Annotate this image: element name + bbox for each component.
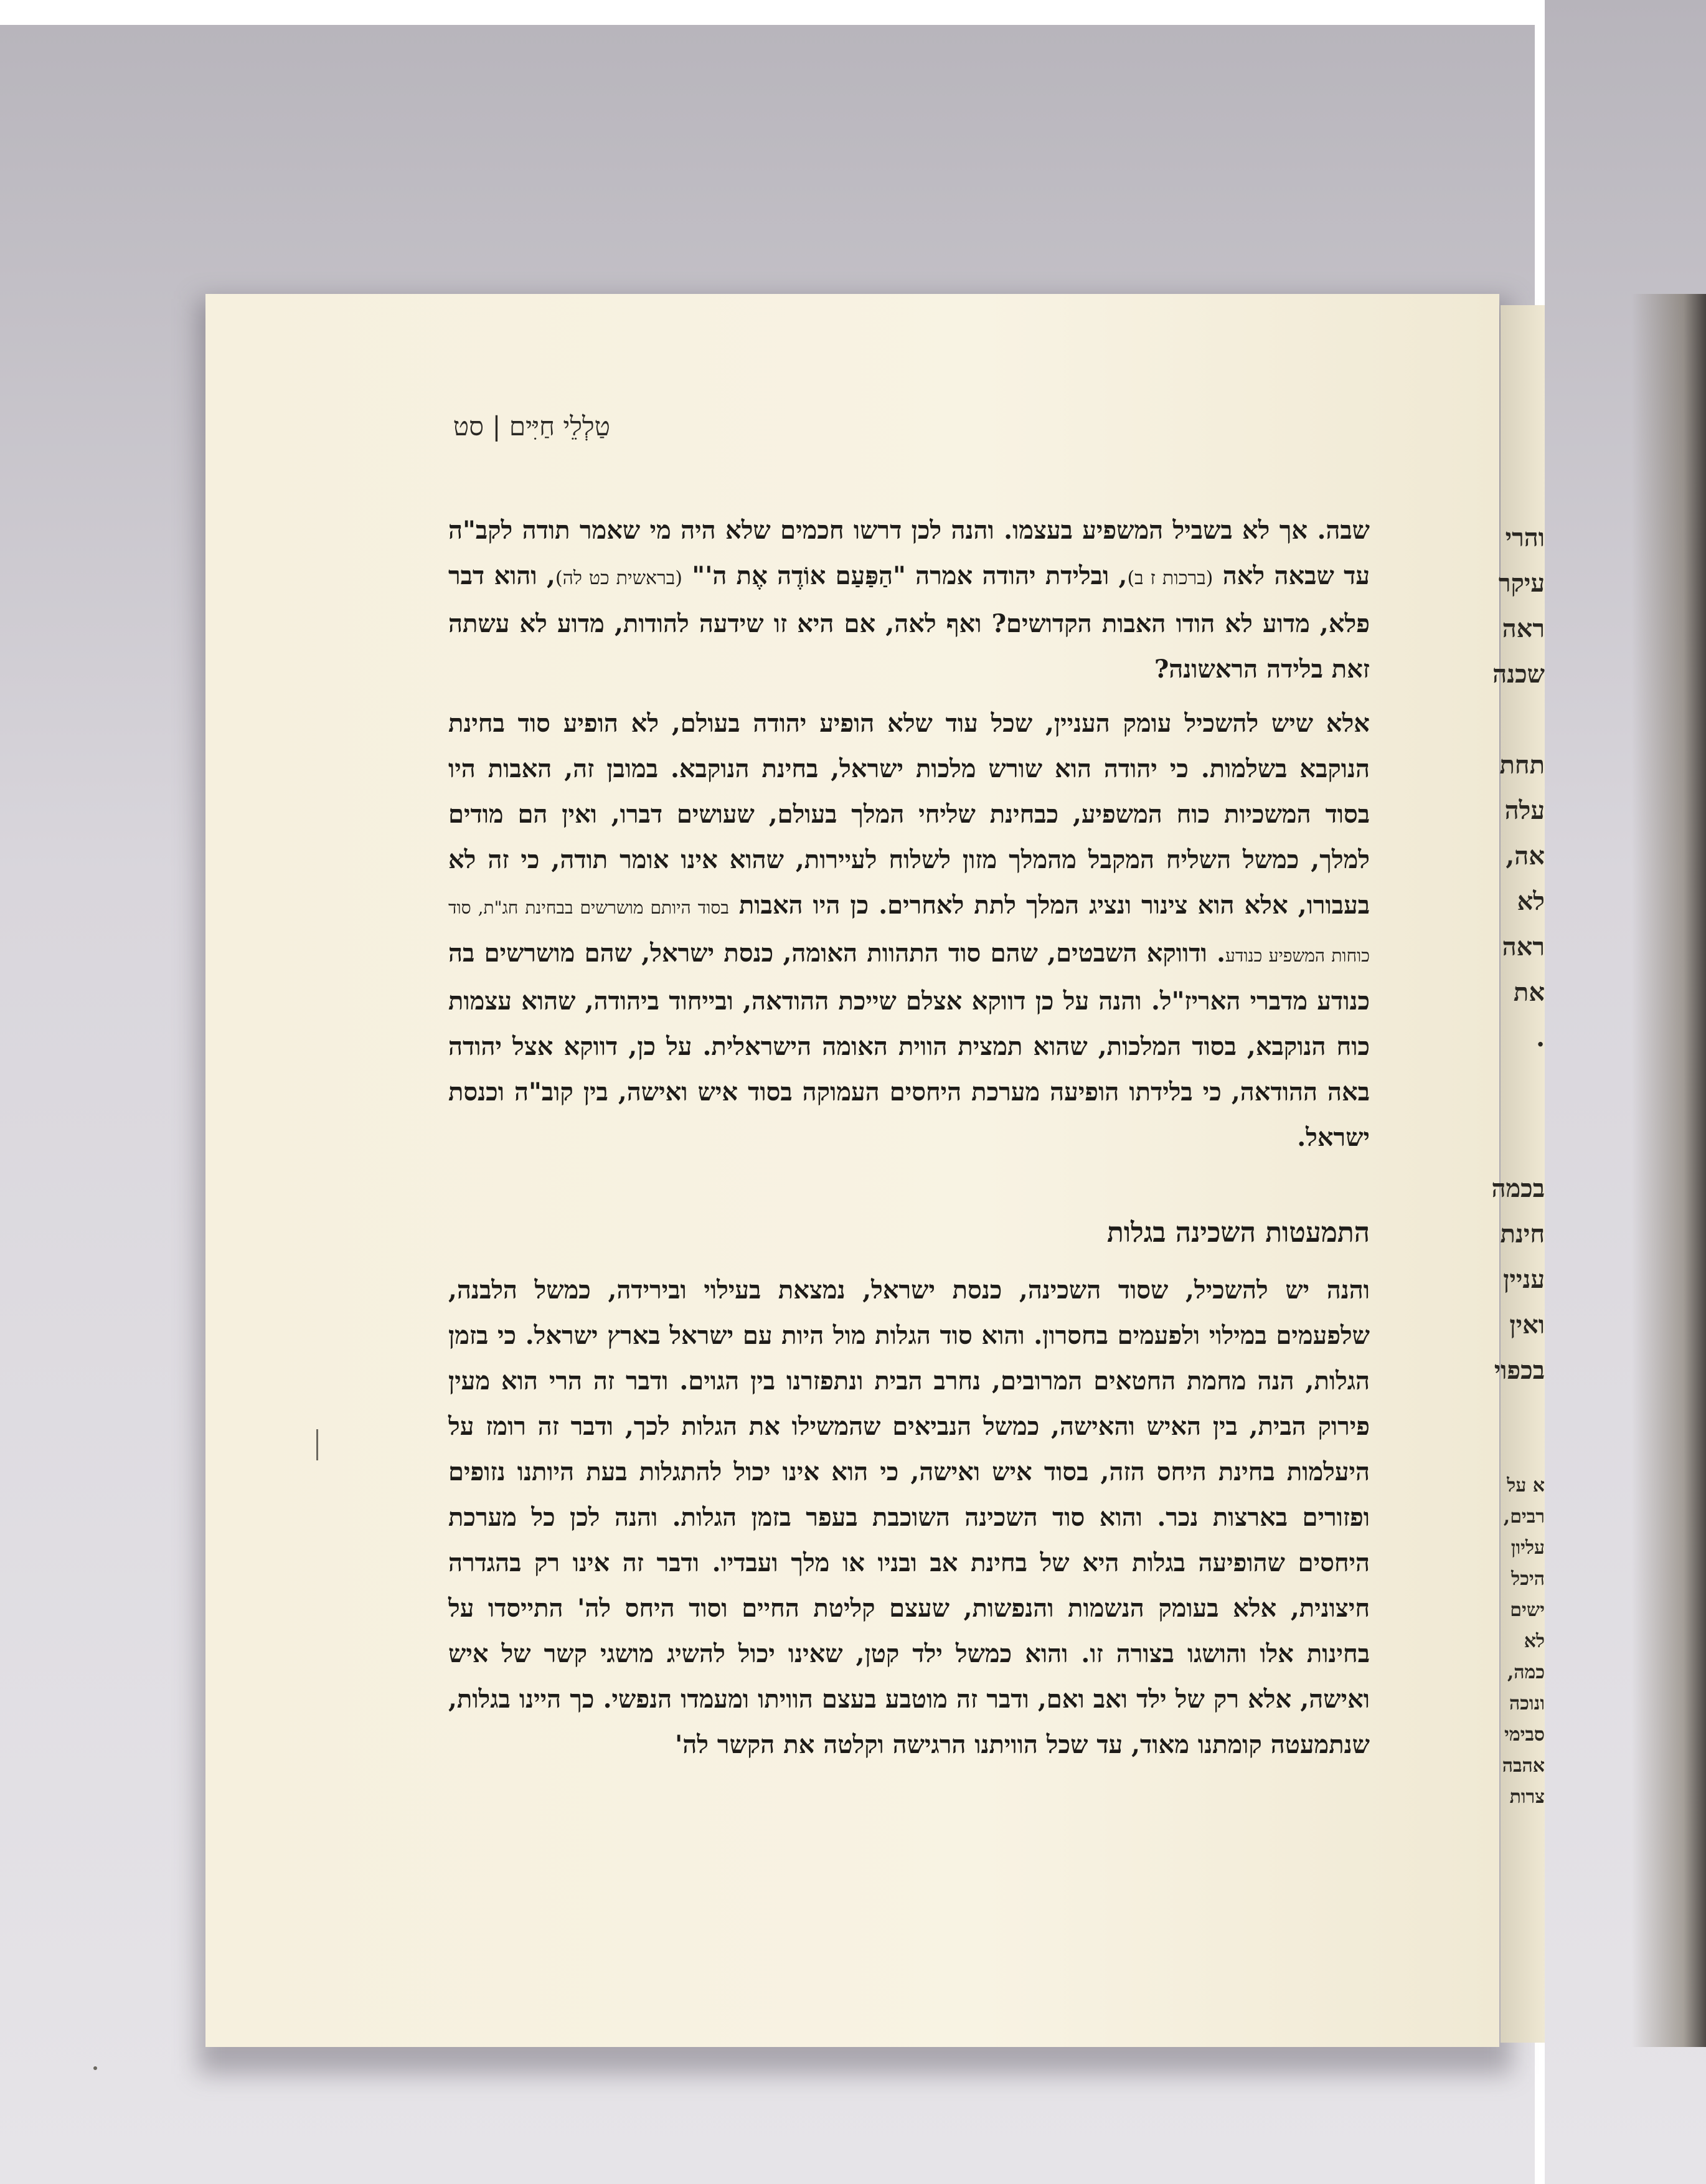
facing-page-fragment-upper-10: את	[1513, 978, 1545, 1007]
paragraph-1-text-c: , והוא דבר פלא, מדוע לא הודו האבות הקדושים? ואף לאה, אם היא זו שידעה להודות, מדוע לא עשתה זאת בלידה הראשונה?	[448, 561, 1370, 684]
facing-page-fragment-lower-9: אהבה	[1502, 1755, 1545, 1777]
facing-page-fragment-lower-4: ישים	[1510, 1599, 1545, 1621]
facing-page-fragment-lower-0: א על	[1507, 1475, 1545, 1496]
paragraph-1-text-a: שבה. אך לא בשביל המשפיע בעצמו. והנה לכן דרשו חכמים שלא היה מי שאמר תודה לקב"ה עד שבאה לאה	[448, 516, 1370, 590]
facing-page-fragment-upper-7: אה,	[1506, 841, 1545, 871]
facing-page-fragment-lower-1: רבים,	[1503, 1506, 1545, 1528]
facing-page-fragment-lower-3: היכל	[1511, 1568, 1545, 1590]
facing-page-fragment-lower-8: סבימי	[1504, 1724, 1545, 1746]
facing-page-fragment-upper-11: .	[1536, 1023, 1545, 1052]
paragraph-1	[448, 508, 1370, 692]
facing-page-fragment-middle-1: חינת	[1500, 1219, 1545, 1249]
facing-page-fragment-upper-6: עלה	[1504, 796, 1545, 825]
paragraph-2-text-a: אלא שיש להשכיל עומק העניין, שכל עוד שלא הופיע יהודה בעולם, לא הופיע סוד בחינת הנוקבא בשלמות. כי יהודה הוא שורש מלכות ישראל, בחינת הנוקבא. במובן זה, האבות היו בסוד המשכיות כוח המשפיע, כבחינת שליחי המלך בעולם, שעושים דברו, ואין הם מודים למלך, כמשל השליח המקבל מהמלך מזון לשלוח לעיירות, שהוא אינו אומר תודה, כי זה לא בעבורו, אלא הוא צינור ונציג המלך לתת לאחרים. כן היו האבות	[448, 709, 1370, 920]
facing-page-fragment-lower-10: צרות	[1509, 1786, 1545, 1808]
facing-page-fragment-lower-7: ונוכה	[1509, 1693, 1545, 1714]
facing-page-fragment-middle-4: בכפוי	[1494, 1356, 1545, 1385]
scan-speck	[93, 2066, 97, 2070]
scan-border-top	[0, 0, 1545, 25]
citation-berakhot: (ברכות ז ב)	[1127, 567, 1214, 589]
facing-page-fragment-upper-8: לא	[1517, 887, 1545, 916]
main-text	[448, 508, 1370, 1767]
facing-page-fragment-lower-6: כמה,	[1507, 1662, 1545, 1683]
facing-page-fragment-middle-0: בכמה	[1491, 1174, 1545, 1203]
paragraph-2-text-b: . ודווקא השבטים, שהם סוד התהוות האומה, כנסת ישראל, שהם מושרשים בה כנודע מדברי האריז"ל. והנה על כן דווקא אצלם שייכת ההודאה, ובייחוד ביהודה, שהוא עצמות כוח הנוקבא, בסוד המלכות, שהוא תמצית הווית האומה הישראלית. על כן, דווקא אצל יהודה באה ההודאה, כי בלידתו הופיעה מערכת היחסים העמוקה בסוד איש ואישה, בין קוב"ה וכנסת ישראל.	[448, 938, 1370, 1152]
facing-page-fragment-upper-5: תחת	[1499, 750, 1545, 780]
facing-page-fragment-upper-9: ראה	[1502, 932, 1545, 962]
facing-page-fragment-lower-5: לא	[1524, 1630, 1545, 1652]
citation-bereshit: (בראשית כט לה)	[555, 567, 682, 589]
section-heading: התמעטות השכינה בגלות	[1107, 1217, 1370, 1249]
paragraph-2-small-print: בסוד היותם מושרשים בבחינת חג"ת, סוד כוחות המשפיע כנודע	[448, 897, 1370, 966]
facing-page-fragment-upper-0: והרי	[1505, 523, 1545, 552]
paragraph-1-text-b: , ובלידת יהודה אמרה "הַפַּעַם אוֹדֶה אֶת ה'"	[692, 561, 1128, 590]
margin-mark	[316, 1429, 318, 1460]
page-gutter	[1631, 294, 1706, 2047]
facing-page-fragment-upper-1: עיקר	[1498, 569, 1545, 598]
paragraph-2	[448, 701, 1370, 1160]
facing-page-fragment-upper-3: שכנה	[1492, 659, 1545, 689]
facing-page-fragment-lower-2: עליון	[1510, 1537, 1545, 1559]
facing-page-edge	[1491, 305, 1545, 2043]
facing-page-fragment-upper-2: ראה	[1502, 614, 1545, 643]
running-head: טַלְלֵי חַיִּים | סט	[453, 411, 610, 442]
facing-page-fragment-middle-3: ואין	[1509, 1310, 1545, 1340]
facing-page-fragment-middle-2: עניין	[1503, 1265, 1545, 1294]
paragraph-3: והנה יש להשכיל, שסוד השכינה, כנסת ישראל, נמצאת בעילוי ובירידה, כמשל הלבנה, שלפעמים במילוי ולפעמים בחסרון. והוא סוד הגלות מול היות עם ישראל בארץ ישראל. כי בזמן הגלות, הנה מחמת החטאים המרובים, נחרב הבית ונתפזרנו בין הגוים. ודבר זה הרי הוא מעין פירוק הבית, בין האיש והאישה, כמשל הנביאים שהמשילו את הגלות לכך, ודבר זה רומז על היעלמות בחינת היחס הזה, בסוד איש ואישה, כי הוא אינו יכול להתגלות בעת היותנו נזופים ופזורים בארצות נכר. והוא סוד השכינה השוכבת בעפר בזמן הגלות. והנה לכן כל מערכת היחסים שהופיעה בגלות היא של בחינת אב ובניו או מלך ועבדיו. ודבר זה אינו רק בהגדרה חיצונית, אלא בעומק הנשמות והנפשות, שעצם קליטת החיים וסוד היחס לה' התייסדו על בחינות אלו והושגו בצורה זו. והוא כמשל ילד קטן, שאינו יכול להשיג מושגי קשר של איש ואישה, אלא רק של ילד ואב ואם, ודבר זה מוטבע בעצם הוויתו ומעמדו הנפשי. כך היינו בגלות, שנתמעטה קומתנו מאוד, עד שכל הוויתנו הרגישה וקלטה את הקשר לה'	[448, 1275, 1370, 1759]
